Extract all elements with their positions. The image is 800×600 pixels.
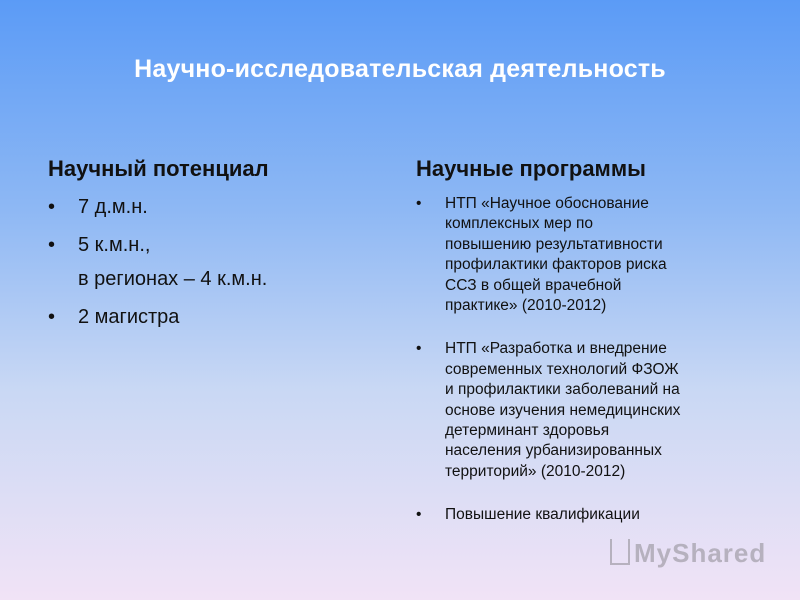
slide-title: Научно-исследовательская деятельность	[134, 55, 666, 83]
scientific-potential-column	[48, 156, 388, 342]
scientific-programs-heading: Научные программы	[416, 156, 646, 181]
list-item-text: 2 магистра	[78, 306, 180, 328]
scientific-programs-column	[416, 156, 786, 546]
program-line: и профилактики заболеваний на	[445, 381, 680, 399]
list-item-text: 5 к.м.н.,	[78, 234, 151, 256]
scientific-potential-list	[48, 194, 388, 330]
bullet-icon: •	[416, 340, 422, 358]
list-item	[48, 194, 388, 220]
program-line: профилактики факторов риска	[445, 256, 667, 274]
cart-icon	[610, 539, 630, 565]
program-item	[416, 339, 786, 482]
program-line: комплексных мер по	[445, 215, 593, 233]
bullet-icon: •	[48, 234, 56, 256]
bullet-icon: •	[48, 306, 56, 328]
watermark-logo	[610, 538, 766, 569]
watermark-text: MyShared	[634, 538, 767, 568]
program-line: Повышение квалификации	[445, 506, 640, 524]
scientific-potential-heading: Научный потенциал	[48, 156, 269, 181]
program-line: практике» (2010-2012)	[445, 297, 607, 315]
program-line: населения урбанизированных	[445, 442, 662, 460]
program-line: детерминант здоровья	[445, 422, 610, 440]
program-item	[416, 194, 786, 316]
bullet-icon: •	[416, 506, 422, 524]
list-item-continuation	[48, 266, 388, 292]
program-line: НТП «Научное обоснование	[445, 195, 649, 212]
bullet-icon: •	[416, 195, 422, 212]
program-item	[416, 505, 786, 525]
list-item-text: 7 д.м.н.	[78, 196, 148, 218]
list-item-text: в регионах – 4 к.м.н.	[78, 268, 268, 290]
list-item	[48, 232, 388, 258]
program-line: НТП «Разработка и внедрение	[445, 340, 667, 358]
bullet-icon: •	[48, 196, 56, 218]
list-item	[48, 304, 388, 330]
program-line: повышению результативности	[445, 235, 663, 253]
program-line: основе изучения немедицинских	[445, 401, 681, 419]
program-line: территорий» (2010-2012)	[445, 462, 626, 480]
program-line: ССЗ в общей врачебной	[445, 276, 622, 294]
scientific-programs-list	[416, 194, 786, 526]
program-line: современных технологий ФЗОЖ	[445, 360, 679, 378]
